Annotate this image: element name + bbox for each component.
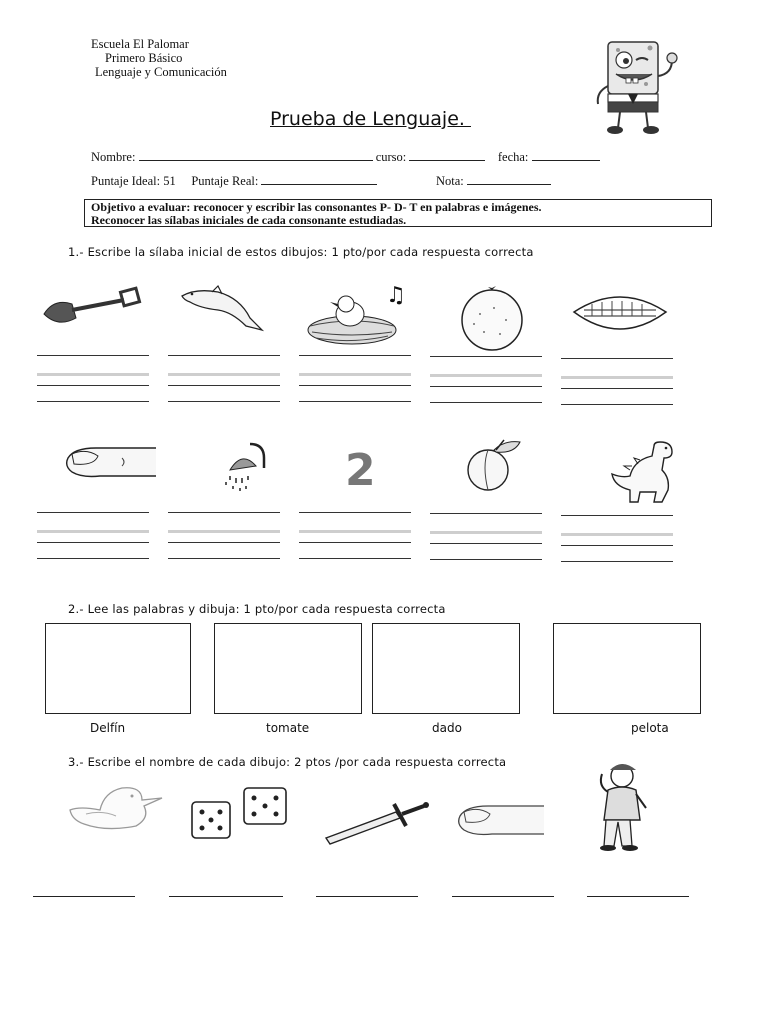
- word-pelota: pelota: [631, 721, 669, 735]
- grade-field: [436, 172, 551, 189]
- question-3-prompt: 3.- Escribe el nombre de cada dibujo: 2 ptos /por cada respuesta correcta: [68, 755, 507, 769]
- answer-lines[interactable]: [299, 355, 411, 405]
- answer-line[interactable]: [452, 896, 554, 897]
- school-name: Escuela El Palomar: [91, 37, 189, 51]
- answer-lines[interactable]: [168, 355, 280, 405]
- drawing-box[interactable]: [372, 623, 520, 714]
- score-field: [91, 172, 377, 189]
- date-label: fecha:: [497, 150, 529, 164]
- drawing-box[interactable]: [214, 623, 362, 714]
- answer-lines[interactable]: [37, 355, 149, 405]
- page-title: Prueba de Lenguaje.: [270, 108, 471, 130]
- word-tomate: tomate: [266, 721, 310, 735]
- answer-lines[interactable]: [299, 512, 411, 562]
- answer-line[interactable]: [169, 896, 283, 897]
- answer-line[interactable]: [33, 896, 135, 897]
- drawing-box[interactable]: [553, 623, 701, 714]
- answer-lines[interactable]: [430, 513, 542, 563]
- answer-lines[interactable]: [168, 512, 280, 562]
- course-blank[interactable]: [409, 148, 485, 161]
- real-score-blank[interactable]: [261, 172, 377, 185]
- course-label: curso:: [375, 150, 407, 164]
- dice-icon: [188, 782, 306, 842]
- objective-line-2: Reconocer las sílabas iniciales de cada consonante estudiadas.: [91, 213, 407, 227]
- name-field: [91, 148, 600, 165]
- objective-line-1: Objetivo a evaluar: reconocer y escribir las consonantes P- D- T en palabras e imágenes.: [91, 200, 542, 214]
- ideal-score: Puntaje Ideal: 51: [91, 174, 176, 188]
- answer-lines[interactable]: [561, 515, 673, 565]
- sponge-mascot-icon: [590, 36, 694, 136]
- drawing-box[interactable]: [45, 623, 191, 714]
- finger-icon: [454, 796, 546, 844]
- nest-bird-icon: [302, 282, 416, 348]
- sword-icon: [322, 796, 432, 846]
- shovel-icon: [40, 284, 156, 334]
- word-delfin: Delfín: [90, 721, 126, 735]
- answer-lines[interactable]: [37, 512, 149, 562]
- answer-line[interactable]: [587, 896, 689, 897]
- word-dado: dado: [432, 721, 462, 735]
- duck-icon: [66, 782, 180, 832]
- grade-level: Primero Básico: [105, 51, 183, 65]
- peach-icon: [460, 436, 526, 492]
- number-two-icon: 2: [345, 445, 376, 496]
- answer-lines[interactable]: [561, 358, 673, 408]
- real-score-label: Puntaje Real:: [191, 174, 259, 188]
- question-2-prompt: 2.- Lee las palabras y dibuja: 1 pto/por cada respuesta correcta: [68, 602, 446, 616]
- grade-label: Nota:: [436, 174, 464, 188]
- finger-icon: [62, 438, 158, 488]
- answer-lines[interactable]: [430, 356, 542, 406]
- teeth-icon: [570, 290, 670, 340]
- date-blank[interactable]: [532, 148, 600, 161]
- grade-blank[interactable]: [467, 172, 551, 185]
- dolphin-icon: [178, 284, 272, 340]
- objective-box: [84, 199, 712, 227]
- svg-text:♫: ♫: [386, 283, 406, 308]
- shower-icon: [210, 440, 274, 502]
- name-label: Nombre:: [91, 150, 136, 164]
- name-blank[interactable]: [139, 148, 373, 161]
- soldier-icon: [588, 760, 662, 856]
- orange-icon: [454, 286, 530, 350]
- question-1-prompt: 1.- Escribe la sílaba inicial de estos dibujos: 1 pto/por cada respuesta correcta: [68, 245, 534, 259]
- subject-name: Lenguaje y Comunicación: [95, 65, 227, 79]
- dinosaur-icon: [608, 436, 678, 508]
- answer-line[interactable]: [316, 896, 418, 897]
